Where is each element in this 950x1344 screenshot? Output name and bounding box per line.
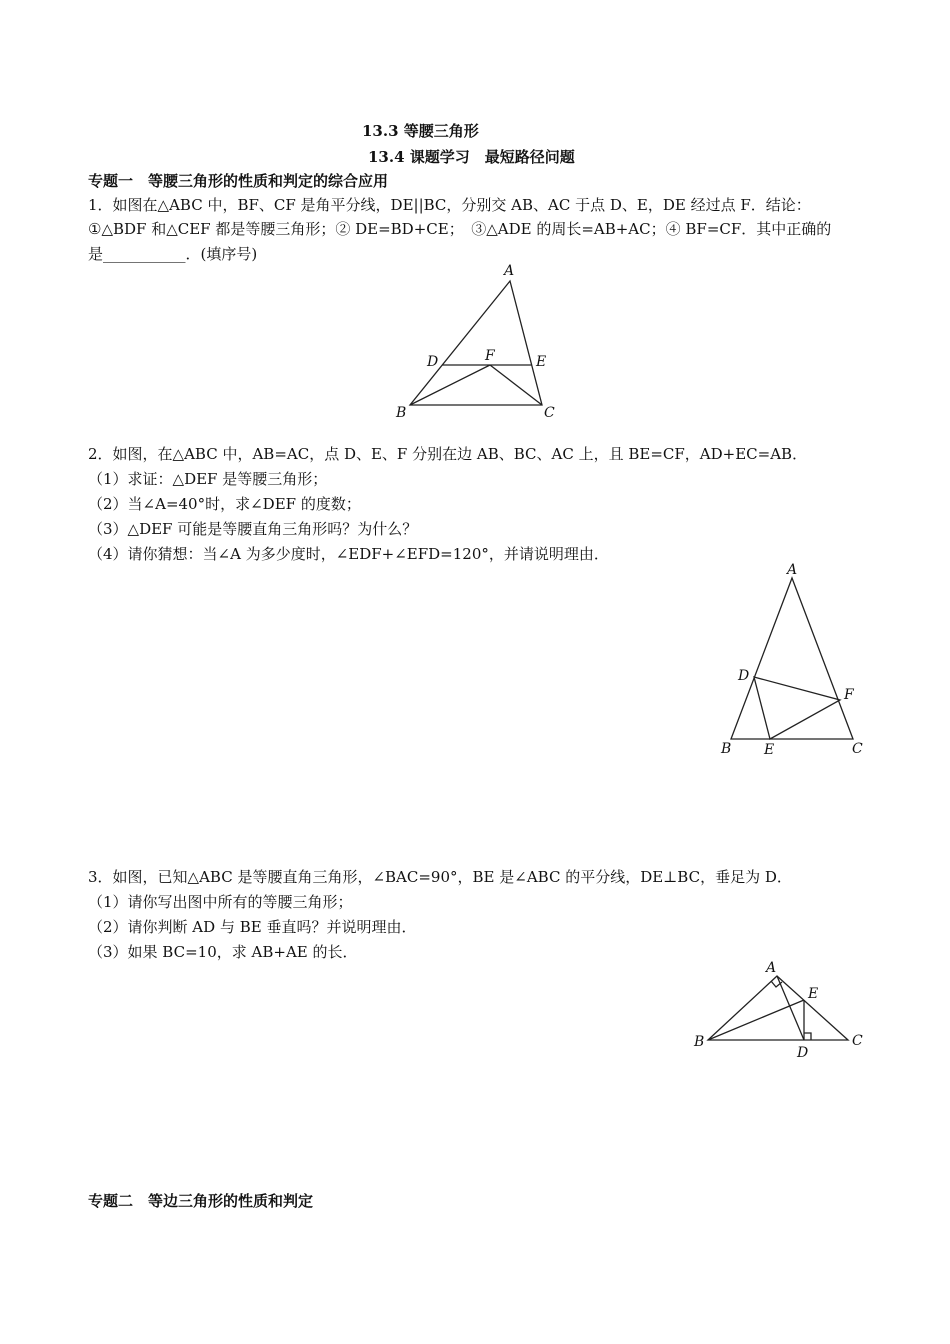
problem2-q1: （1）求证：△DEF 是等腰三角形； <box>88 470 328 488</box>
problem2-q3: （3）△DEF 可能是等腰直角三角形吗？为什么？ <box>88 520 418 538</box>
label-c-2: C <box>852 741 863 757</box>
label-f-1: F <box>485 348 495 364</box>
label-e-1: E <box>536 354 547 370</box>
problem1-line1: 1．如图在△ABC 中，BF、CF 是角平分线，DE||BC，分别交 AB、AC 于点 D、E，DE 经过点 F．结论： <box>88 196 811 214</box>
label-d-1: D <box>427 354 439 370</box>
problem2-stem: 2．如图，在△ABC 中，AB=AC，点 D、E、F 分别在边 AB、BC、AC 上，且 BE=CF，AD+EC=AB． <box>88 445 808 463</box>
problem3-q2: （2）请你判断 AD 与 BE 垂直吗？并说明理由． <box>88 918 417 936</box>
label-e-2: E <box>764 742 775 758</box>
label-a-1: A <box>504 263 515 279</box>
problem1-line3: 是___________．(填序号) <box>88 245 258 263</box>
segment-ad-3 <box>777 976 804 1040</box>
label-b-2: B <box>721 741 732 757</box>
problem2-q2: （2）当∠A=40°时，求∠DEF 的度数； <box>88 495 361 513</box>
title-main: 13.3 等腰三角形 <box>362 122 479 140</box>
problem3-q1: （1）请你写出图中所有的等腰三角形； <box>88 893 353 911</box>
label-c-3: C <box>852 1033 863 1049</box>
label-b-1: B <box>396 405 407 421</box>
right-angle-mark-d <box>804 1033 811 1040</box>
problem1-line2: ①△BDF 和△CEF 都是等腰三角形；② DE=BD+CE； ③△ADE 的周长=AB+AC；④ BF=CF．其中正确的 <box>88 220 832 238</box>
label-c-1: C <box>544 405 555 421</box>
label-e-3: E <box>808 986 819 1002</box>
label-d-2: D <box>738 668 750 684</box>
label-a-3: A <box>766 960 777 976</box>
section2-heading: 专题二 等边三角形的性质和判定 <box>88 1192 314 1210</box>
right-angle-mark-a <box>771 981 782 987</box>
problem3-stem: 3．如图，已知△ABC 是等腰直角三角形，∠BAC=90°，BE 是∠ABC 的平分线，DE⊥BC，垂足为 D． <box>88 868 792 886</box>
section1-heading: 专题一 等腰三角形的性质和判定的综合应用 <box>88 172 389 190</box>
label-a-2: A <box>787 562 798 578</box>
problem2-q4: （4）请你猜想：当∠A 为多少度时，∠EDF+∠EFD=120°，并请说明理由． <box>88 545 609 563</box>
title-sub: 13.4 课题学习 最短路径问题 <box>368 148 575 166</box>
label-f-2: F <box>844 687 854 703</box>
problem3-q3: （3）如果 BC=10，求 AB+AE 的长． <box>88 943 358 961</box>
label-d-3: D <box>797 1045 809 1061</box>
label-b-3: B <box>694 1034 705 1050</box>
